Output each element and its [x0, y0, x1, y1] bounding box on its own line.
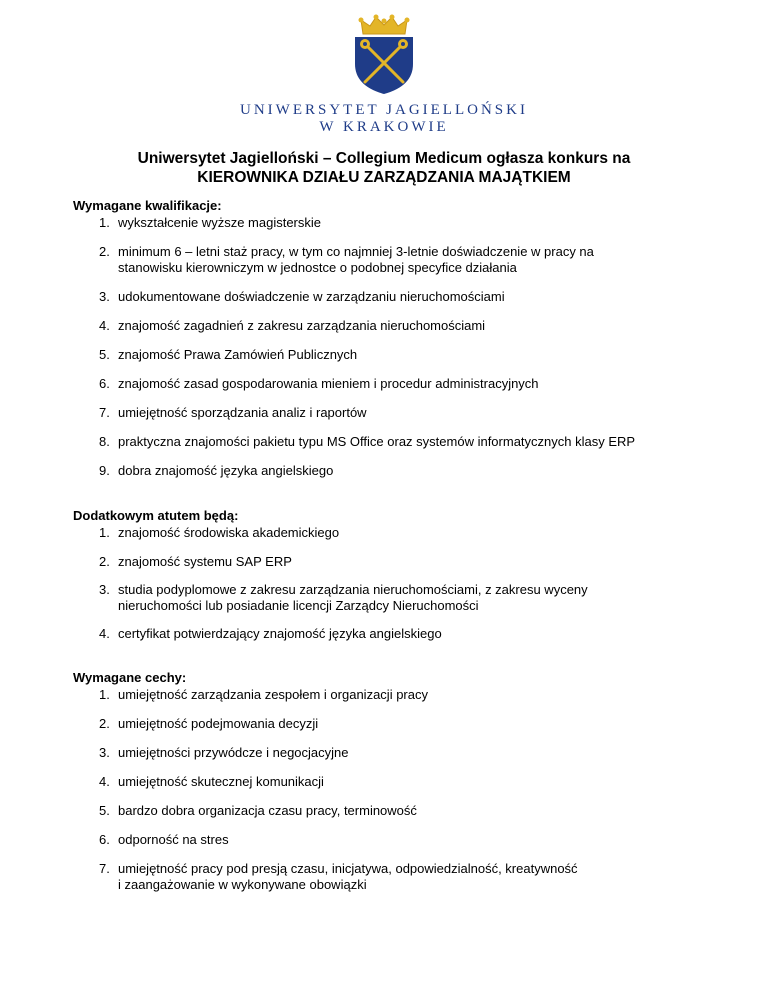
university-name-line1: UNIWERSYTET JAGIELLOŃSKI [240, 102, 528, 118]
item-text-line: nieruchomości lub posiadanie licencji Zarządcy Nieruchomości [118, 597, 479, 613]
item-text-line: umiejętność zarządzania zespołem i organizacji pracy [118, 687, 428, 702]
qualifications-item [73, 244, 713, 275]
traits-item [73, 803, 713, 819]
item-number: 6. [99, 375, 110, 391]
additional-list [73, 525, 713, 642]
qualifications-item [73, 376, 713, 392]
traits-item [73, 774, 713, 790]
item-number: 7. [99, 861, 110, 876]
item-text-line: odporność na stres [118, 832, 229, 847]
item-number: 2. [99, 244, 110, 259]
title-line-2: KIEROWNIKA DZIAŁU ZARZĄDZANIA MAJĄTKIEM [197, 169, 571, 186]
item-text-line: znajomość środowiska akademickiego [118, 525, 340, 540]
traits-list [73, 687, 713, 892]
item-text-line: minimum 6 – letni staż pracy, w tym co najmniej 3-letnie doświadczenie w pracy na [118, 244, 594, 259]
additional-section [73, 508, 713, 642]
page-title [0, 149, 768, 187]
additional-heading: Dodatkowym atutem będą: [73, 508, 239, 523]
item-text-line: znajomość zasad gospodarowania mieniem i procedur administracyjnych [118, 375, 539, 391]
item-text-line: znajomość zagadnień z zakresu zarządzania nieruchomościami [118, 317, 486, 333]
item-number: 7. [99, 404, 110, 420]
additional-item [73, 582, 713, 613]
item-text-line: bardzo dobra organizacja czasu pracy, terminowość [118, 803, 417, 818]
item-text-line: umiejętność sporządzania analiz i raportów [118, 404, 367, 420]
traits-item [73, 745, 713, 761]
traits-section [73, 670, 713, 892]
item-text-line: certyfikat potwierdzający znajomość języka angielskiego [118, 626, 442, 641]
item-number: 3. [99, 288, 110, 304]
qualifications-heading: Wymagane kwalifikacje: [73, 198, 222, 213]
item-number: 1. [99, 215, 110, 230]
item-number: 4. [99, 626, 110, 641]
item-text-line: udokumentowane doświadczenie w zarządzaniu nieruchomościami [118, 288, 505, 304]
item-number: 2. [99, 553, 110, 569]
crest-icon [351, 14, 417, 96]
item-number: 1. [99, 525, 110, 540]
item-number: 3. [99, 745, 110, 760]
item-number: 6. [99, 832, 110, 847]
additional-item [73, 626, 713, 642]
item-text-line: umiejętności przywódcze i negocjacyjne [118, 745, 349, 760]
additional-item [73, 554, 713, 570]
item-number: 4. [99, 317, 110, 333]
university-logo [0, 14, 768, 136]
item-text-line: studia podyplomowe z zakresu zarządzania nieruchomościami, z zakresu wyceny [118, 582, 588, 597]
university-name-line2: W KRAKOWIE [319, 119, 449, 135]
traits-item [73, 687, 713, 703]
title-line-1: Uniwersytet Jagielloński – Collegium Medicum ogłasza konkurs na [137, 150, 631, 167]
item-text-line: stanowisku kierowniczym w jednostce o podobnej specyfice działania [118, 259, 517, 275]
traits-item [73, 832, 713, 848]
item-text-line: praktyczna znajomości pakietu typu MS Office oraz systemów informatycznych klasy ERP [118, 433, 636, 449]
traits-heading: Wymagane cechy: [73, 670, 187, 685]
traits-item [73, 861, 713, 892]
item-text-line: umiejętność pracy pod presją czasu, inicjatywa, odpowiedzialność, kreatywność [118, 861, 578, 876]
item-number: 5. [99, 803, 110, 818]
qualifications-item [73, 289, 713, 305]
item-number: 8. [99, 433, 110, 449]
item-number: 4. [99, 774, 110, 789]
qualifications-item [73, 405, 713, 421]
item-number: 5. [99, 346, 110, 362]
item-number: 9. [99, 462, 110, 478]
qualifications-section [73, 198, 713, 478]
additional-item [73, 525, 713, 541]
item-text-line: znajomość Prawa Zamówień Publicznych [118, 346, 358, 362]
qualifications-item [73, 434, 713, 450]
qualifications-item [73, 463, 713, 479]
item-number: 2. [99, 716, 110, 731]
item-number: 1. [99, 687, 110, 702]
qualifications-item [73, 215, 713, 231]
item-text-line: i zaangażowanie w wykonywane obowiązki [118, 876, 367, 892]
qualifications-item [73, 318, 713, 334]
item-text-line: umiejętność skutecznej komunikacji [118, 774, 324, 789]
item-text-line: znajomość systemu SAP ERP [118, 553, 292, 569]
qualifications-list [73, 215, 713, 478]
item-number: 3. [99, 582, 110, 597]
traits-item [73, 716, 713, 732]
item-text-line: umiejętność podejmowania decyzji [118, 716, 319, 731]
item-text-line: dobra znajomość języka angielskiego [118, 462, 334, 478]
item-text-line: wykształcenie wyższe magisterskie [118, 215, 322, 230]
qualifications-item [73, 347, 713, 363]
